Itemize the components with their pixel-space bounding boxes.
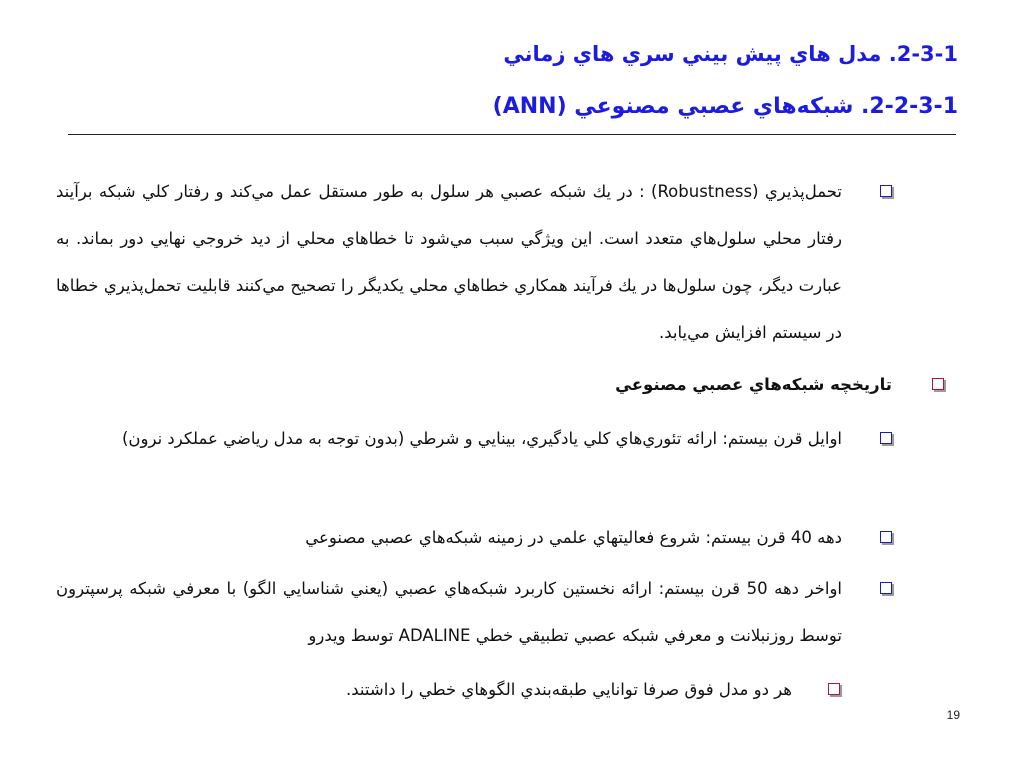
- bullet-history-heading: تاريخچه شبكه‌هاي عصبي مصنوعي: [615, 375, 892, 394]
- section-heading: 2-3-1. مدل هاي پيش بيني سري هاي زماني: [503, 42, 958, 66]
- blue-square-bullet-icon: [880, 432, 892, 444]
- blue-square-bullet-icon: [880, 582, 892, 594]
- title-divider: [68, 134, 956, 135]
- blue-square-bullet-icon: [880, 185, 892, 197]
- red-square-bullet-icon: [828, 683, 840, 695]
- bullet-robustness: تحمل‌پذيري (Robustness) : در يك شبكه عصبي هر سلول به طور مستقل عمل مي‌كند و رفتار كلي شبكه برآيند رفتار محلي سلول‌هاي متعدد است. اين ويژگي سبب مي‌شود تا خطاهاي محلي از ديد خروجي نهايي دور بماند. به عبارت ديگر، چون سلول‌ها در يك فرآيند همكاري خطاهاي محلي يكديگر را تصحيح مي‌كنند قابليت تحمل‌پذيري خطاها در سيستم افزايش مي‌يابد.: [56, 182, 843, 342]
- subsection-heading: 2-2-3-1. شبکه‌هاي عصبي مصنوعي (ANN): [492, 94, 958, 119]
- page-number: 19: [946, 708, 960, 722]
- bullet-forties: دهه 40 قرن بيستم: شروع فعاليتهاي علمي در زمينه شبكه‌هاي عصبي مصنوعي: [305, 528, 842, 547]
- bullet-late-fifties: اواخر دهه 50 قرن بيستم: ارائه نخستين كاربرد شبكه‌هاي عصبي (يعني شناسايي الگو) با معرفي شبكه پرسپترون توسط روزنبلانت و معرفي شبكه عصبي تطبيقي خطي ADALINE توسط ويدرو: [56, 579, 843, 645]
- blue-square-bullet-icon: [880, 531, 892, 543]
- bullet-linear-limitation: هر دو مدل فوق صرفا توانايي طبقه‌بندي الگوهاي خطي را داشتند.: [346, 680, 792, 699]
- red-square-bullet-icon: [932, 378, 944, 390]
- bullet-early-20th-century: اوايل قرن بيستم: ارائه تئوري‌هاي كلي يادگيري، بينايي و شرطي (بدون توجه به مدل رياضي عملكرد نرون): [121, 429, 842, 448]
